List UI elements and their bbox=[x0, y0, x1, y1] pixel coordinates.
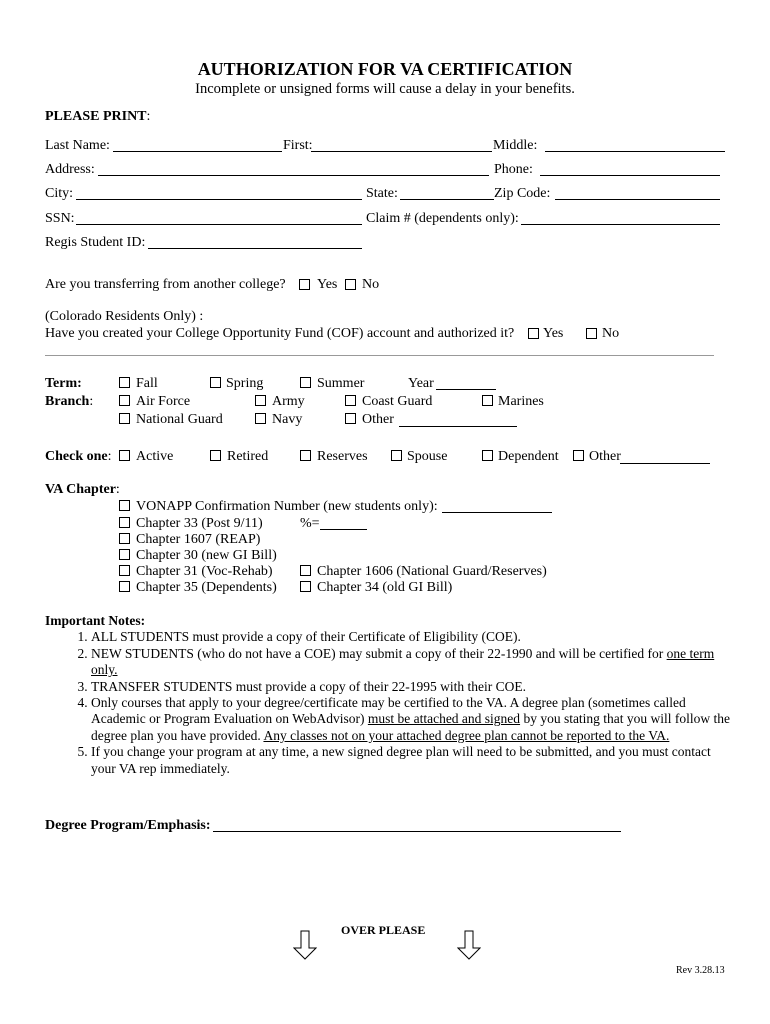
branch-national-guard-checkbox[interactable] bbox=[119, 413, 130, 424]
chapter-1606-checkbox[interactable] bbox=[300, 565, 311, 576]
address-field[interactable] bbox=[98, 175, 489, 176]
chapter-1607-label: Chapter 1607 (REAP) bbox=[136, 532, 261, 547]
term-fall-label: Fall bbox=[136, 376, 158, 391]
status-other-checkbox[interactable] bbox=[573, 450, 584, 461]
claim-number-label: Claim # (dependents only): bbox=[366, 211, 519, 226]
over-please-text: OVER PLEASE bbox=[341, 923, 426, 937]
ssn-label: SSN: bbox=[45, 211, 75, 226]
cof-note: (Colorado Residents Only) : bbox=[45, 309, 204, 324]
chapter-31-label: Chapter 31 (Voc-Rehab) bbox=[136, 564, 273, 579]
transfer-no-label: No bbox=[362, 277, 380, 292]
branch-other-checkbox[interactable] bbox=[345, 413, 356, 424]
status-active-label: Active bbox=[136, 449, 174, 464]
state-field[interactable] bbox=[400, 199, 494, 200]
down-arrow-icon bbox=[293, 930, 317, 960]
first-name-field[interactable] bbox=[311, 151, 492, 152]
term-year-field[interactable] bbox=[436, 389, 496, 390]
degree-program-field[interactable] bbox=[213, 831, 621, 832]
status-other-field[interactable] bbox=[620, 463, 710, 464]
chapter-33-percent-label: %= bbox=[300, 516, 320, 531]
note-3: 3. TRANSFER STUDENTS must provide a copy of their 22-1995 with their COE. bbox=[91, 679, 735, 695]
branch-army-checkbox[interactable] bbox=[255, 395, 266, 406]
phone-field[interactable] bbox=[540, 175, 720, 176]
down-arrow-icon bbox=[457, 930, 481, 960]
city-field[interactable] bbox=[76, 199, 362, 200]
degree-program-label: Degree Program/Emphasis: bbox=[45, 818, 211, 833]
status-dependent-checkbox[interactable] bbox=[482, 450, 493, 461]
branch-air-force-label: Air Force bbox=[136, 394, 191, 409]
city-label: City: bbox=[45, 186, 74, 201]
note-4: 4. Only courses that apply to your degree/certificate may be certified to the VA. A degree plan (sometimes called Academic or Program Evaluation on WebAdvisor) must be attached and signed by you stating that you will follow the degree plan you have provided. Any classes not on your attached degree plan cannot be reported to the VA. bbox=[91, 695, 735, 744]
vonapp-label: VONAPP Confirmation Number (new students only): bbox=[136, 499, 438, 514]
status-retired-checkbox[interactable] bbox=[210, 450, 221, 461]
chapter-33-checkbox[interactable] bbox=[119, 517, 130, 528]
notes-list bbox=[45, 629, 735, 777]
claim-number-field[interactable] bbox=[521, 224, 720, 225]
term-fall-checkbox[interactable] bbox=[119, 377, 130, 388]
term-label: Term: bbox=[45, 376, 82, 391]
last-name-label: Last Name: bbox=[45, 138, 110, 153]
branch-coast-guard-label: Coast Guard bbox=[362, 394, 433, 409]
please-print-heading: PLEASE PRINT: bbox=[45, 109, 151, 124]
branch-other-field[interactable] bbox=[399, 426, 517, 427]
middle-name-field[interactable] bbox=[545, 151, 725, 152]
chapter-34-checkbox[interactable] bbox=[300, 581, 311, 592]
form-title: AUTHORIZATION FOR VA CERTIFICATION bbox=[197, 59, 573, 79]
term-spring-label: Spring bbox=[226, 376, 264, 391]
important-notes bbox=[45, 613, 735, 777]
term-summer-checkbox[interactable] bbox=[300, 377, 311, 388]
branch-marines-label: Marines bbox=[498, 394, 544, 409]
section-divider bbox=[45, 355, 714, 356]
cof-yes-checkbox[interactable] bbox=[528, 328, 539, 339]
branch-air-force-checkbox[interactable] bbox=[119, 395, 130, 406]
note-2: 2. NEW STUDENTS (who do not have a COE) may submit a copy of their 22-1990 and will be certified for one term only. bbox=[91, 646, 735, 679]
transfer-question: Are you transferring from another college? bbox=[45, 277, 286, 292]
ssn-field[interactable] bbox=[76, 224, 362, 225]
address-label: Address: bbox=[45, 162, 95, 177]
state-label: State: bbox=[366, 186, 398, 201]
zip-code-label: Zip Code: bbox=[494, 186, 551, 201]
branch-marines-checkbox[interactable] bbox=[482, 395, 493, 406]
status-check-one-label: Check one: bbox=[45, 449, 112, 464]
vonapp-checkbox[interactable] bbox=[119, 500, 130, 511]
chapter-35-checkbox[interactable] bbox=[119, 581, 130, 592]
note-5: 5. If you change your program at any time, a new signed degree plan will need to be submitted, and you must contact your VA rep immediately. bbox=[91, 744, 735, 777]
transfer-yes-label: Yes bbox=[317, 277, 338, 292]
chapter-33-percent-field[interactable] bbox=[320, 529, 367, 530]
branch-label: Branch: bbox=[45, 394, 94, 409]
transfer-no-checkbox[interactable] bbox=[345, 279, 356, 290]
status-retired-label: Retired bbox=[227, 449, 269, 464]
zip-code-field[interactable] bbox=[555, 199, 720, 200]
chapter-35-label: Chapter 35 (Dependents) bbox=[136, 580, 277, 595]
chapter-1606-label: Chapter 1606 (National Guard/Reserves) bbox=[317, 564, 547, 579]
branch-navy-label: Navy bbox=[272, 412, 303, 427]
chapter-1607-checkbox[interactable] bbox=[119, 533, 130, 544]
vonapp-number-field[interactable] bbox=[442, 512, 552, 513]
middle-name-label: Middle: bbox=[493, 138, 538, 153]
form-subtitle: Incomplete or unsigned forms will cause a delay in your benefits. bbox=[195, 81, 575, 97]
term-spring-checkbox[interactable] bbox=[210, 377, 221, 388]
student-id-label: Regis Student ID: bbox=[45, 235, 146, 250]
status-active-checkbox[interactable] bbox=[119, 450, 130, 461]
branch-army-label: Army bbox=[272, 394, 305, 409]
status-reserves-checkbox[interactable] bbox=[300, 450, 311, 461]
branch-coast-guard-checkbox[interactable] bbox=[345, 395, 356, 406]
status-reserves-label: Reserves bbox=[317, 449, 368, 464]
chapter-30-label: Chapter 30 (new GI Bill) bbox=[136, 548, 277, 563]
cof-question: Have you created your College Opportunity Fund (COF) account and authorized it? bbox=[45, 326, 515, 341]
first-name-label: First: bbox=[283, 138, 313, 153]
phone-label: Phone: bbox=[494, 162, 533, 177]
last-name-field[interactable] bbox=[113, 151, 282, 152]
status-spouse-checkbox[interactable] bbox=[391, 450, 402, 461]
cof-yes-label: Yes bbox=[543, 326, 564, 341]
student-id-field[interactable] bbox=[148, 248, 362, 249]
status-dependent-label: Dependent bbox=[498, 449, 559, 464]
chapter-34-label: Chapter 34 (old GI Bill) bbox=[317, 580, 453, 595]
revision-label: Rev 3.28.13 bbox=[676, 965, 725, 976]
branch-national-guard-label: National Guard bbox=[136, 412, 223, 427]
va-chapter-label: VA Chapter: bbox=[45, 482, 120, 497]
chapter-31-checkbox[interactable] bbox=[119, 565, 130, 576]
term-year-label: Year bbox=[408, 376, 434, 391]
transfer-yes-checkbox[interactable] bbox=[299, 279, 310, 290]
note-1: 1. ALL STUDENTS must provide a copy of their Certificate of Eligibility (COE). bbox=[91, 629, 735, 645]
branch-navy-checkbox[interactable] bbox=[255, 413, 266, 424]
term-summer-label: Summer bbox=[317, 376, 365, 391]
status-other-label: Other bbox=[589, 449, 621, 464]
cof-no-label: No bbox=[602, 326, 620, 341]
status-spouse-label: Spouse bbox=[407, 449, 448, 464]
important-notes-heading: Important Notes: bbox=[45, 613, 146, 628]
chapter-33-label: Chapter 33 (Post 9/11) bbox=[136, 516, 263, 531]
cof-no-checkbox[interactable] bbox=[586, 328, 597, 339]
branch-other-label: Other bbox=[362, 412, 394, 427]
chapter-30-checkbox[interactable] bbox=[119, 549, 130, 560]
